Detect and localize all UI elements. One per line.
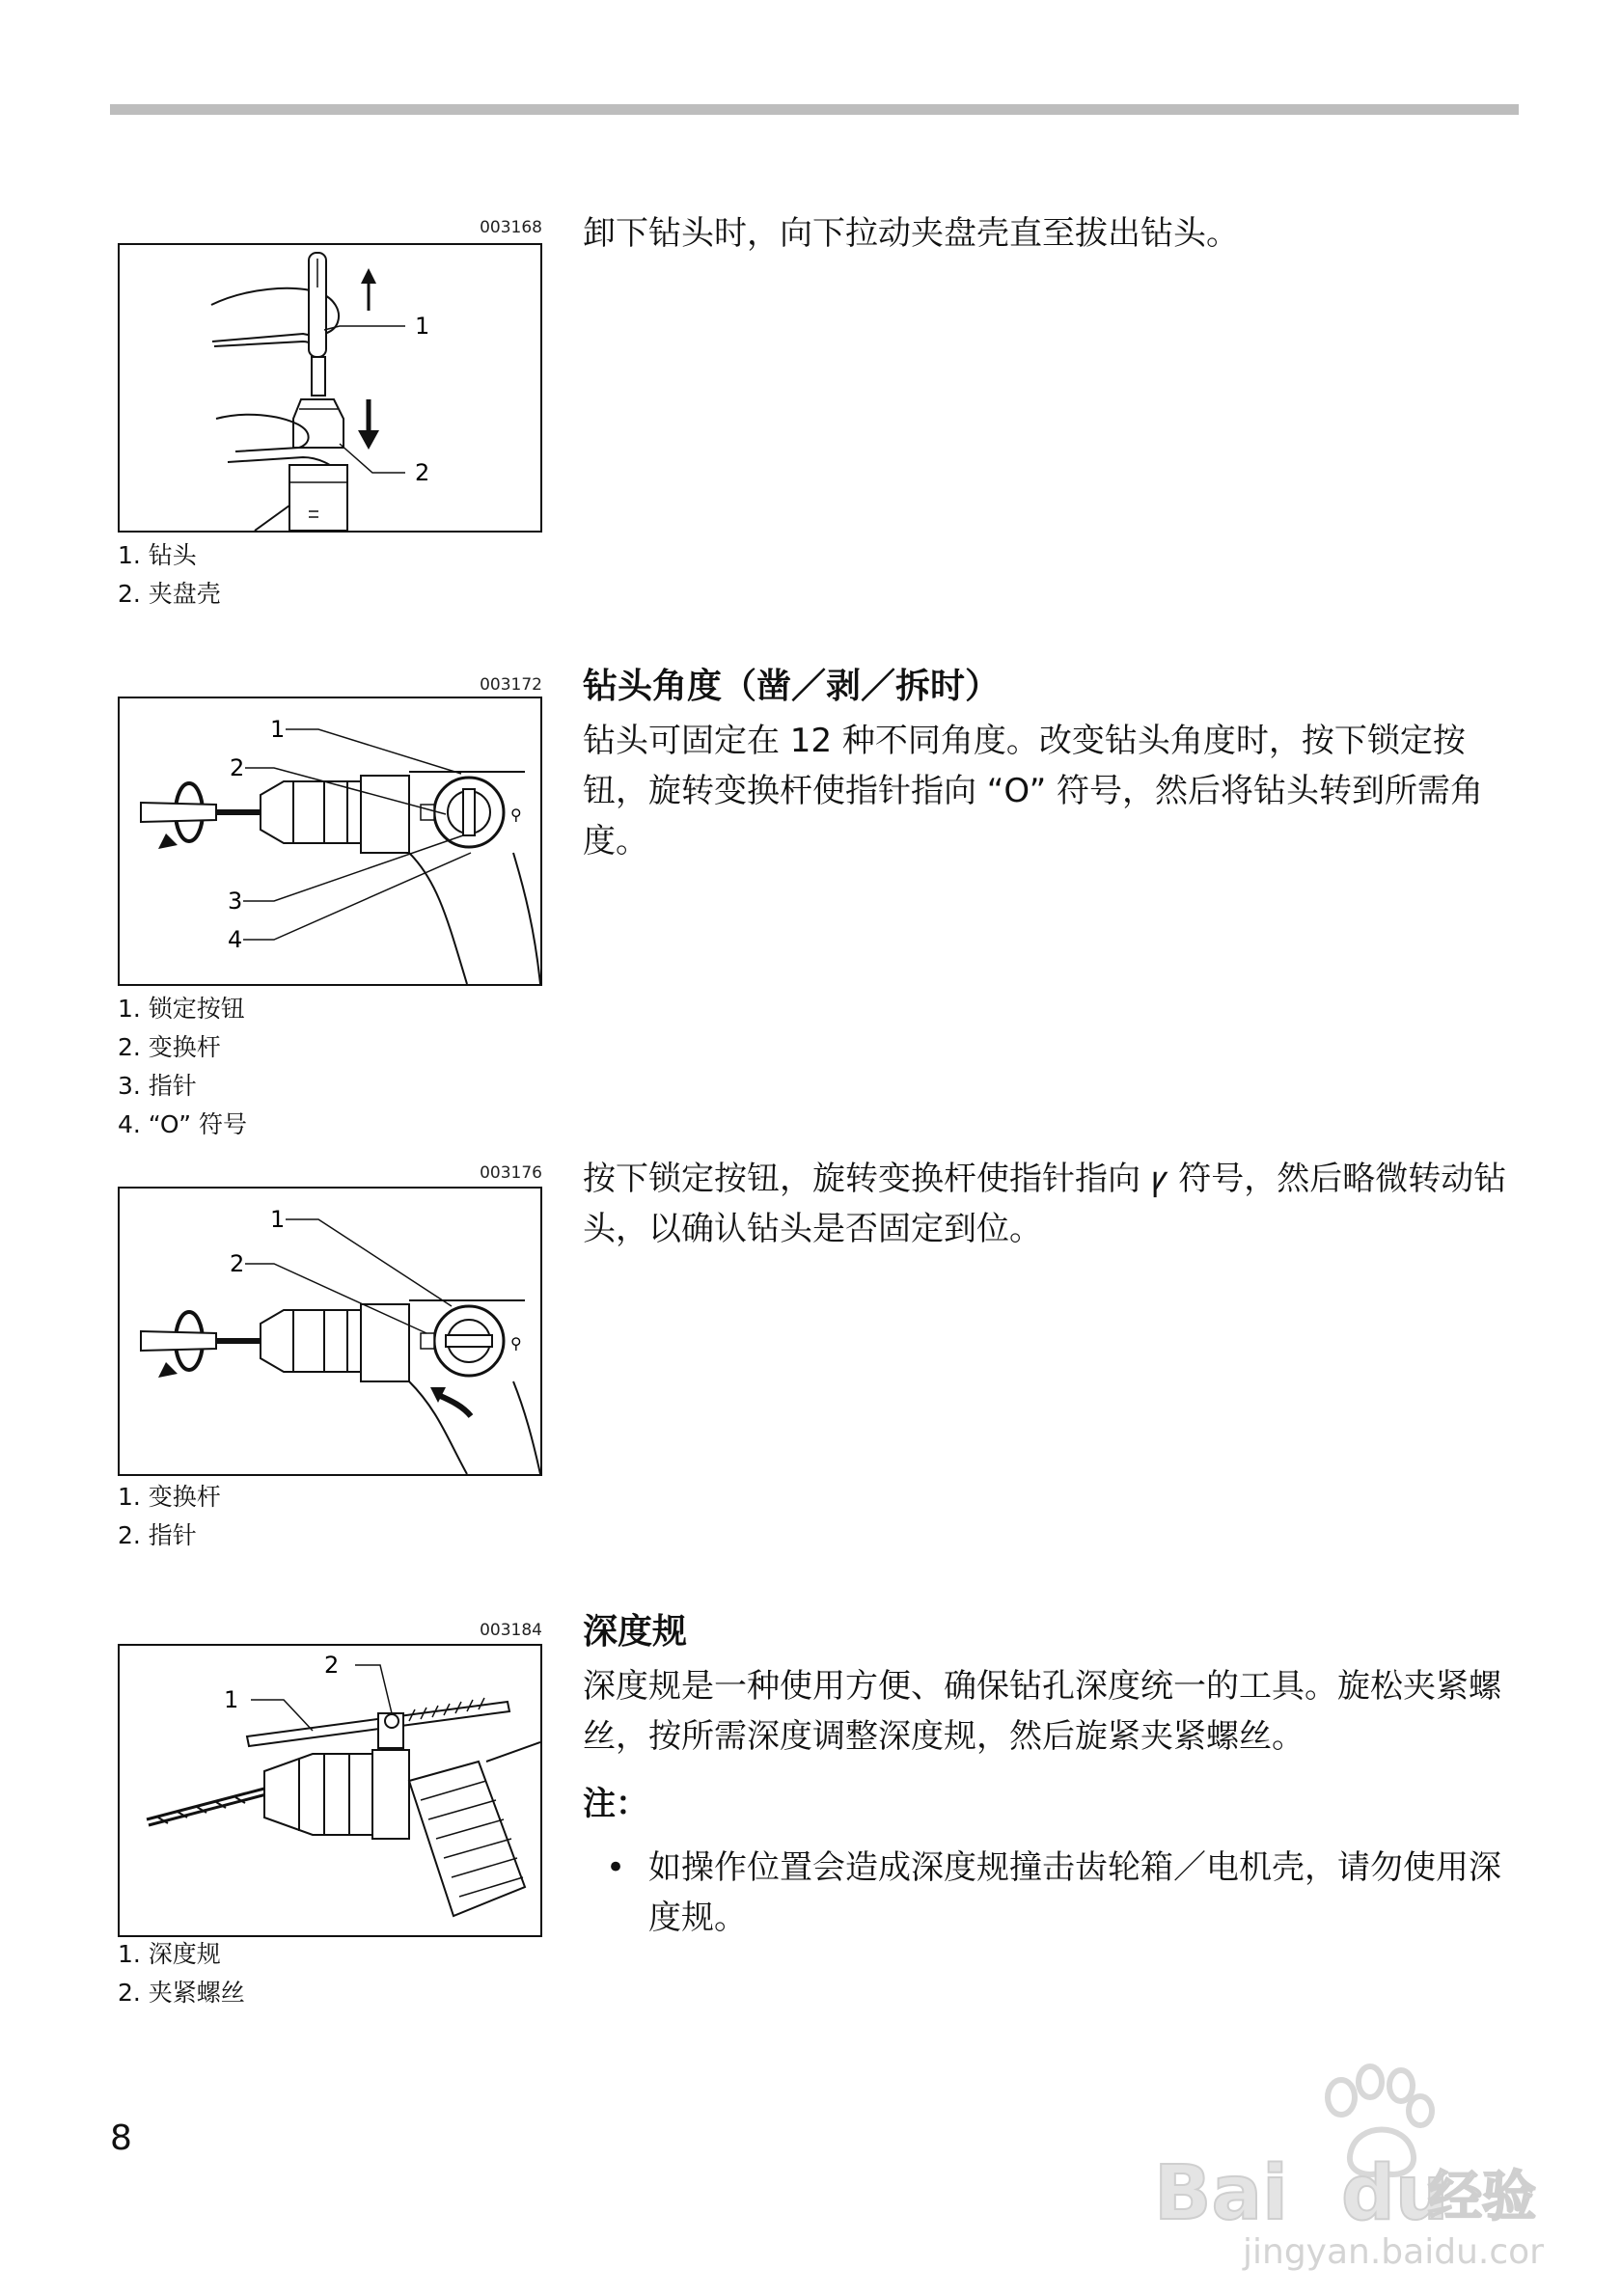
callout: 2 (415, 459, 430, 486)
paragraph: 钻头可固定在 12 种不同角度。改变钻头角度时，按下锁定按钮，旋转变换杆使指针指向 “O” 符号，然后将钻头转到所需角度。 (583, 722, 1484, 861)
figure-code: 003172 (480, 675, 542, 695)
watermark-brand-left: Bai (1154, 2150, 1288, 2237)
figure-code: 003184 (480, 1621, 542, 1640)
legend-item: 2. 夹紧螺丝 (118, 1979, 245, 2007)
top-rule (110, 104, 1519, 115)
bullet: • (605, 1848, 626, 1887)
section-bit-lock (583, 1154, 1519, 1254)
svg-text:⚲: ⚲ (510, 1334, 522, 1353)
baidu-watermark (1139, 2026, 1544, 2277)
figure-depth-gauge (118, 1644, 542, 1937)
legend-item: 1. 钻头 (118, 541, 197, 569)
note-text: 如操作位置会造成深度规撞击齿轮箱／电机壳，请勿使用深度规。 (648, 1848, 1501, 1937)
drill-bit-removal-illustration (120, 245, 540, 531)
note-item (583, 1843, 1519, 1943)
legend-item: 1. 变换杆 (118, 1483, 221, 1511)
section-bit-angle (583, 662, 1519, 866)
bit-lock-illustration (120, 1189, 540, 1474)
baidu-logo (1139, 2026, 1544, 2277)
bit-angle-illustration (120, 698, 540, 984)
paragraph: 按下锁定按钮，旋转变换杆使指针指向 ꝩ 符号，然后略微转动钻头，以确认钻头是否固定到位。 (583, 1160, 1507, 1248)
paragraph: 深度规是一种使用方便、确保钻孔深度统一的工具。旋松夹紧螺丝，按所需深度调整深度规，然后旋紧夹紧螺丝。 (583, 1667, 1501, 1756)
section-depth-gauge (583, 1607, 1519, 1943)
callout: 3 (228, 888, 243, 915)
callout: 1 (270, 716, 286, 743)
figure-bit-lock (118, 1187, 542, 1476)
figure-legend (118, 536, 221, 614)
callout: 2 (324, 1652, 340, 1679)
callout: 1 (224, 1686, 239, 1713)
watermark-url: jingyan.baidu.com (1243, 2232, 1544, 2272)
callout: 4 (228, 926, 243, 953)
callout: 1 (270, 1206, 286, 1233)
legend-item: 2. 夹盘壳 (118, 580, 221, 608)
figure-code: 003176 (480, 1163, 542, 1183)
callout: 2 (230, 1250, 245, 1277)
legend-item: 1. 深度规 (118, 1940, 221, 1968)
figure-legend (118, 990, 247, 1144)
svg-text:⚲: ⚲ (510, 806, 522, 824)
page-number: 8 (110, 2118, 132, 2158)
figure-code: 003168 (480, 218, 542, 237)
legend-item: 4. “O” 符号 (118, 1110, 247, 1138)
legend-item: 3. 指针 (118, 1072, 197, 1100)
callout: 1 (415, 313, 430, 340)
figure-legend (118, 1478, 221, 1555)
section-remove-bit (583, 208, 1519, 259)
figure-bit-angle (118, 697, 542, 986)
callout: 2 (230, 754, 245, 781)
legend-item: 2. 指针 (118, 1521, 197, 1549)
section-heading: 钻头角度（凿／剥／拆时） (583, 667, 1001, 706)
figure-legend (118, 1935, 245, 2012)
watermark-brand-right: du (1341, 2150, 1449, 2237)
section-heading: 深度规 (583, 1612, 688, 1652)
paragraph: 卸下钻头时，向下拉动夹盘壳直至拔出钻头。 (583, 214, 1239, 253)
note-label: 注： (583, 1785, 648, 1823)
watermark-brand-cn: 经验 (1428, 2166, 1536, 2228)
depth-gauge-illustration (120, 1646, 540, 1935)
legend-item: 1. 锁定按钮 (118, 995, 245, 1023)
figure-drill-bit-removal (118, 243, 542, 533)
legend-item: 2. 变换杆 (118, 1033, 221, 1061)
